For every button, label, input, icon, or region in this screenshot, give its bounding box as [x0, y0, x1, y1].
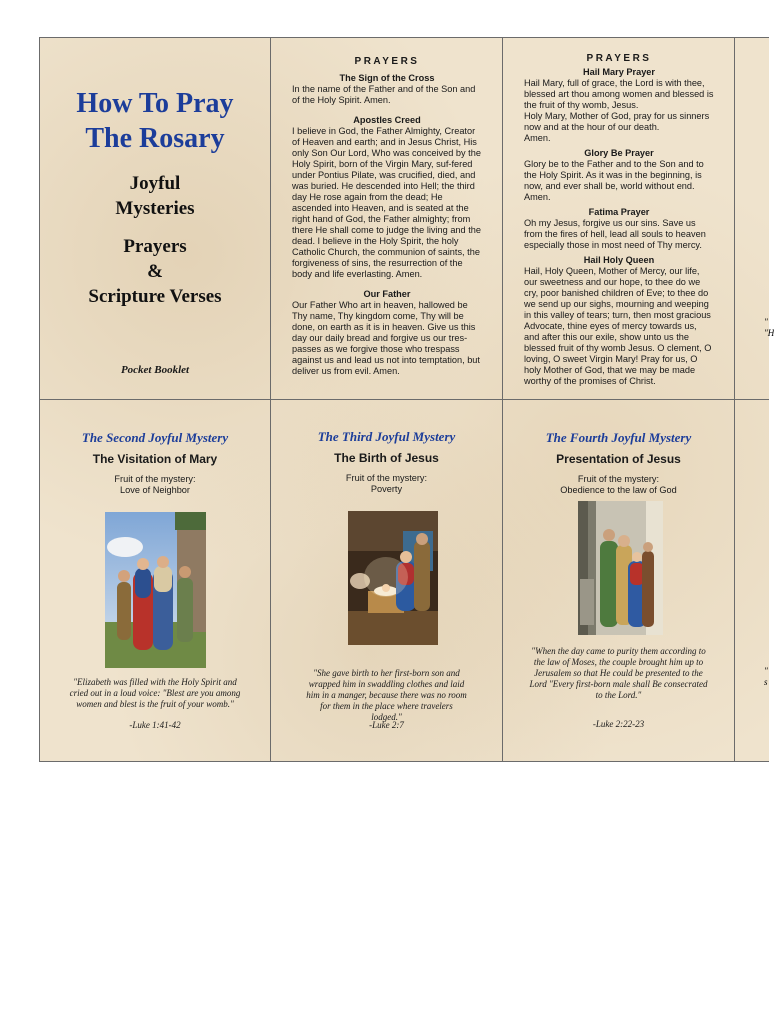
prayer-text: Amen. [524, 133, 551, 143]
prayer-text: Hail, Holy Queen, Mother of Mercy, our life, our sweetness and our hope, to thee do we cry, poor banished children of Eve; to thee do we send up our sighs, mourning and weeping in this valley of tears; turn, then most gracious Advocate, thine eyes of mercy towards us, and after this our exile, show unto us the blessed fruit of thy womb Jesus. O clement, O loving, O sweet Virgin Mary! Pray for us, O holy Mother of God, that we may be made worthy of the promises of Christ. [524, 266, 712, 386]
prayers-heading: PRAYERS [354, 56, 420, 67]
fruit-label: Fruit of the mystery: [577, 474, 660, 484]
scripture-reference: -Luke 2:22-23 [592, 719, 645, 729]
prayer-text: Glory be to the Father and to the Son and to the Holy Spirit. As it was in the beginning, is now, and ever shall be, world without end. Amen. [524, 159, 704, 202]
mystery-fruit [40, 474, 270, 496]
prayer-text: In the name of the Father and of the Son and of the Holy Spirit. Amen. [292, 84, 476, 105]
cover-subtitle: & [147, 261, 163, 282]
fruit-label: Fruit of the mystery: [345, 473, 428, 483]
scripture-verse: "When the day came to purity them according to the law of Moses, the couple brought him up to Jerusalem so that He could be presented to the Lord "Every first-born male shall Be consecrated to the Lord." [529, 646, 708, 700]
mystery-panel-third [271, 400, 502, 761]
mystery-name: The Visitation of Mary [92, 452, 218, 466]
cover-subtitle: Scripture Verses [88, 286, 222, 307]
prayer-title: Glory Be Prayer [584, 148, 654, 158]
cutoff-text-fragment: "H [764, 328, 774, 338]
cover-title [40, 86, 270, 156]
mystery-fruit [271, 473, 502, 495]
fruit-value: Poverty [370, 484, 403, 494]
presentation-painting [578, 501, 663, 635]
cover-subtitle: Joyful [129, 173, 181, 194]
mystery-panel-second [40, 400, 270, 761]
prayer-text: Hail Mary, full of grace, the Lord is with thee, blessed art thou among women and blessed is the fruit of thy womb, Jesus. [524, 78, 714, 110]
cutoff-text-fragment: " [764, 666, 768, 676]
prayer-title: The Sign of the Cross [339, 73, 435, 83]
visitation-painting [105, 512, 206, 668]
prayer-text: Holy Mary, Mother of God, pray for us sinners now and at the hour of our death. [524, 111, 710, 132]
prayer-title: Hail Mary Prayer [582, 67, 655, 77]
mystery-name: Presentation of Jesus [556, 452, 681, 466]
scripture-verse: "She gave birth to her first-born son and wrapped him in swaddling clothes and laid him in a manger, because there was no room for them in the place where travelers lodged." [306, 668, 467, 722]
prayer-title: Hail Holy Queen [583, 255, 655, 265]
prayers-panel-left [292, 56, 482, 396]
booklet-sheet [39, 37, 774, 762]
prayer-title: Apostles Creed [353, 115, 421, 125]
scripture-verse: "Elizabeth was filled with the Holy Spirit and cried out in a loud voice: "Blest are you among women and blest is the fruit of your womb." [69, 677, 241, 709]
mystery-name: The Birth of Jesus [334, 451, 439, 465]
cover-subtitle: Mysteries [115, 198, 195, 219]
fruit-value: Love of Neighbor [120, 485, 190, 495]
cover-title-line: The Rosary [85, 123, 225, 154]
prayer-text: I believe in God, the Father Almighty, Creator of Heaven and earth; and in Jesus Christ, His only Son Our Lord, Who was conceived by the Holy Spirit, born of the Virgin Mary, suf-fered under Pontius Pilate, was crucified, died, and was buried. He descended into Hell; the third day He rose again from the dead; He ascended into Heaven, and is seated at the right hand of God, the Father almighty; from there He shall come to judge the living and the dead. I believe in the Holy Spirit, the holy Catholic Church, the communion of saints, the forgiveness of sins, the resurrection of the body and life everlasting. Amen. [292, 126, 481, 279]
prayer-text: Oh my Jesus, forgive us our sins. Save us from the fires of hell, lead all souls to heaven especially those in most need of Thy mercy. [524, 218, 706, 250]
mystery-title: The Second Joyful Mystery [81, 430, 229, 445]
cutoff-text-fragment: s [764, 677, 768, 687]
fruit-label: Fruit of the mystery: [114, 474, 196, 484]
scripture-reference: -Luke 1:41-42 [129, 720, 181, 730]
prayer-title: Fatima Prayer [588, 207, 650, 217]
prayers-heading: PRAYERS [586, 53, 652, 64]
prayer-title: Our Father [363, 289, 411, 299]
pocket-booklet-label: Pocket Booklet [120, 364, 190, 376]
nativity-painting [348, 511, 438, 645]
fruit-value: Obedience to the law of God [560, 485, 677, 495]
cover-subtitle: Prayers [123, 236, 187, 257]
mystery-fruit [503, 474, 734, 496]
cover-panel [40, 38, 270, 399]
scripture-reference: -Luke 2:7 [369, 720, 404, 730]
mystery-panel-fourth [503, 400, 734, 761]
mystery-title: The Third Joyful Mystery [317, 429, 456, 444]
cutoff-text-fragment: " [764, 317, 768, 327]
prayers-panel-right [524, 53, 714, 398]
cover-title-line: How To Pray [76, 88, 234, 119]
mystery-title: The Fourth Joyful Mystery [545, 430, 692, 445]
prayer-text: Our Father Who art in heaven, hallowed be Thy name, Thy kingdom come, Thy will be done, on earth as it is in heaven. Give us this day our daily bread and forgive us our tres-passes as we forgive those who trespass against us and lead us not into temptation, but deliver us from evil. Amen. [292, 300, 480, 376]
